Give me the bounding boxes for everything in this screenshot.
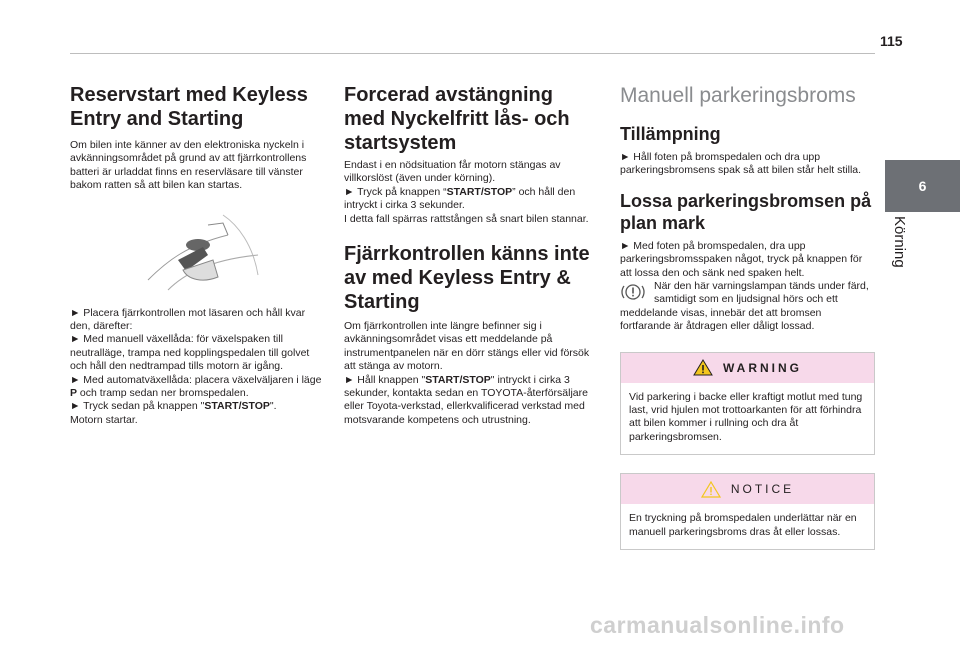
paragraph-lamp: När den här varningslampan tänds under färd, samtidigt som en ljudsignal hörs och ett meddelande visas, innebär det att bromsen fortfarande är åtdragen eller dåligt lossad.	[620, 280, 869, 333]
chapter-tab[interactable]: 6	[885, 160, 960, 212]
intro-paragraph: Om bilen inte känner av den elektroniska nyckeln i avkänningsområdet på grund av att fjärrkontrollens batteri är urladdat finns en reservläsare till vänster bakom ratten så att bilen kan startas.	[70, 139, 307, 192]
paragraph-column-lock: I detta fall spärras rattstången så snart bilen stannar.	[344, 212, 589, 225]
subheading-release: Lossa parkeringsbromsen på plan mark	[620, 190, 872, 233]
notice-triangle-icon	[701, 481, 721, 498]
chapter-title-vertical	[880, 212, 930, 302]
step-a: ► Placera fjärrkontrollen mot läsaren och håll kvar den, därefter:	[70, 306, 306, 333]
step-d: ► Tryck sedan på knappen "START/STOP".	[70, 400, 277, 413]
warning-text: Vid parkering i backe eller kraftigt motlut med tung last, vrid hjulen mot trottoarkanten för att förhindra att bilen kommer i rullning och dra åt parkeringsbromsen.	[629, 390, 863, 443]
paragraph-press-start: ► Tryck på knappen “START/STOP” och håll den intryckt i cirka 3 sekunder.	[344, 185, 576, 212]
section-heading-keyless-backup: Reservstart med Keyless Entry and Starting	[70, 84, 308, 130]
paragraph-not-detected: Om fjärrkontrollen inte längre befinner sig i avkänningsområdet visas ett meddelande på instrumentpanelen när en dörr stängs eller vid försök att stänga av motorn.	[344, 320, 590, 373]
section-heading-not-detected: Fjärrkontrollen känns inte av med Keyless Entry & Starting	[344, 243, 590, 314]
paragraph-apply: ► Håll foten på bromspedalen och dra upp parkeringsbromsens spak så att bilen står helt stilla.	[620, 151, 862, 177]
section-heading-forced-shutdown: Forcerad avstängning med Nyckelfritt lås- och startsystem	[344, 84, 570, 154]
paragraph-hold-start: ► Håll knappen "START/STOP" intryckt i cirka 3 sekunder, kontakta sedan en TOYOTA-återförsäljare eller Toyota-verkstad, ellerkvalificerad verkstad med motsvarande kompetens och utrustning.	[344, 373, 588, 426]
subheading-application: Tillämpning	[620, 124, 721, 144]
column-2	[344, 83, 594, 427]
step-c: ► Med automatväxellåda: placera växelväljaren i läge P och tramp sedan ner bromspedalen.	[70, 373, 322, 400]
step-e: Motorn startar.	[70, 413, 138, 426]
chapter-title: Körning	[891, 216, 908, 268]
notice-text: En tryckning på bromspedalen underlättar när en manuell parkeringsbroms dras åt eller lossas.	[629, 512, 857, 538]
page-title: Manuell parkeringsbroms	[620, 84, 856, 107]
paragraph-release: ► Med foten på bromspedalen, dra upp parkeringsbromsspaken något, tryck på knappen för att lossa den och sänk ned spaken helt.	[620, 239, 863, 279]
warning-triangle-icon	[693, 359, 713, 376]
notice-box	[620, 473, 875, 550]
page-number: 115	[880, 33, 903, 49]
warning-header	[621, 353, 874, 383]
warning-label: WARNING	[723, 360, 802, 375]
notice-label: NOTICE	[730, 482, 795, 497]
step-b: ► Med manuell växellåda: för växelspaken till neutralläge, trampa ned kopplingspedalen till golvet och håll den nedtrampad tills motorn är igång.	[70, 333, 310, 373]
lamp-note	[620, 280, 875, 334]
brake-warning-lamp-icon	[620, 282, 646, 302]
watermark-text: carmanualsonline.info	[590, 612, 845, 638]
header-rule	[70, 53, 875, 54]
column-1	[70, 83, 325, 427]
key-reader-illustration	[128, 205, 268, 295]
column-3	[620, 83, 875, 550]
notice-header	[621, 474, 874, 504]
paragraph-emergency: Endast i en nödsituation får motorn stängas av villkorslöst (även under körning).	[344, 159, 561, 185]
warning-box	[620, 352, 875, 456]
